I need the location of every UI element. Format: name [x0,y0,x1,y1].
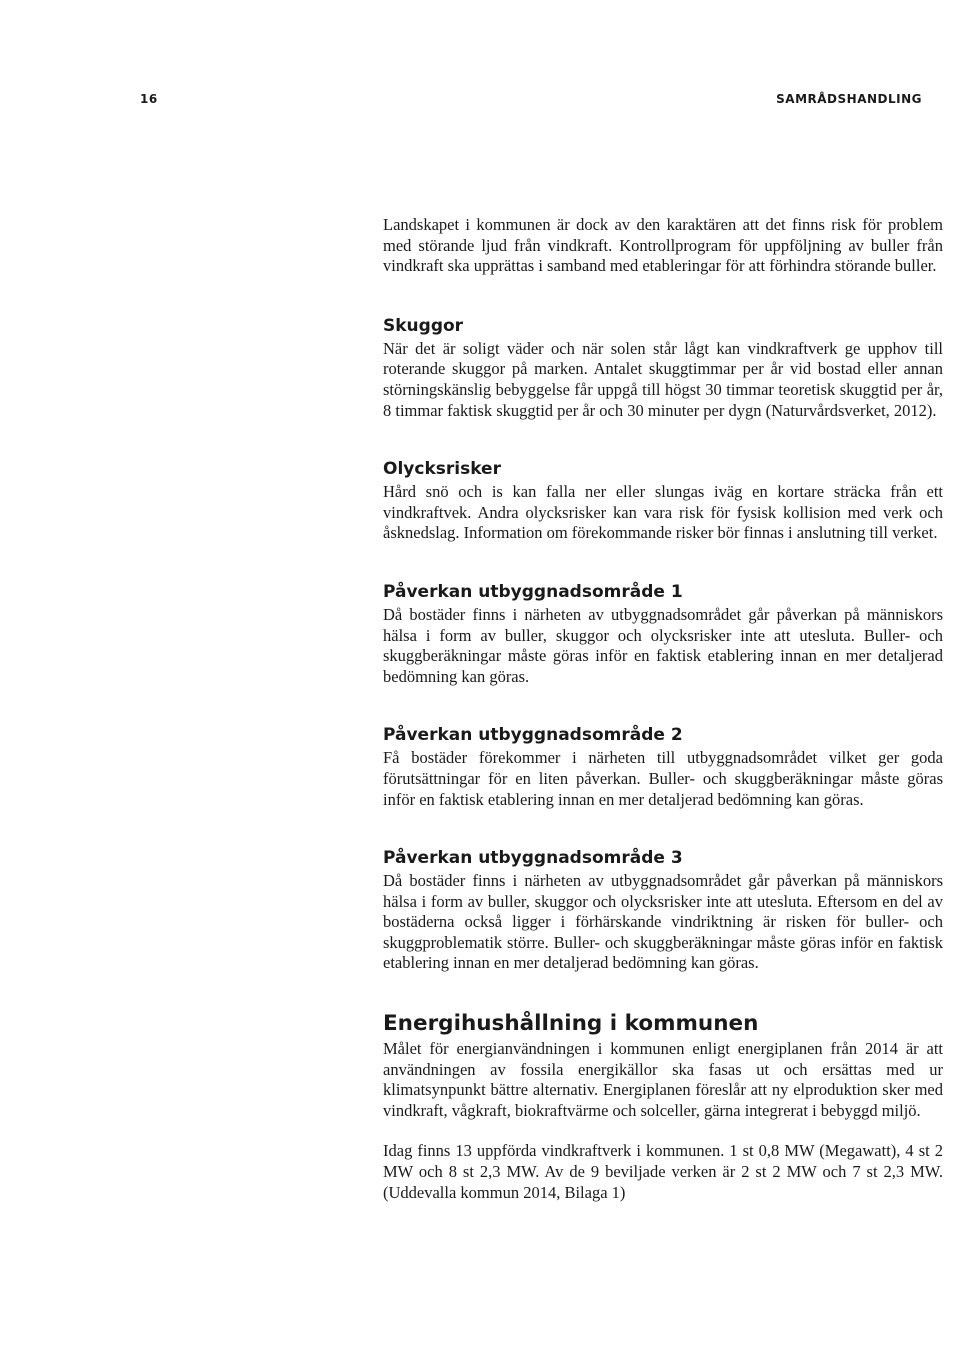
heading-paverkan-3: Påverkan utbyggnadsområde 3 [383,848,683,869]
olycksrisker-paragraph: Hård snö och is kan falla ner eller slungas iväg en kortare sträcka från ett vindkraftvek. Andra olycksrisker kan vara risk för fysisk kollision med verk och åsknedslag. Information om förekommande risker bör finnas i anslutning till verket. [383,482,943,543]
page-number: 16 [140,92,158,106]
section-paverkan-2 [383,724,943,810]
heading-paverkan-1: Påverkan utbyggnadsområde 1 [383,581,683,602]
heading-skuggor: Skuggor [383,315,464,336]
paverkan-1-paragraph: Då bostäder finns i närheten av utbyggnadsområdet går påverkan på människors hälsa i form av buller, skuggor och olycksrisker inte att utesluta. Buller- och skuggberäkningar måste göras inför en faktisk etablering innan en mer detaljerad bedömning kan göras. [383,604,943,686]
section-olycksrisker [383,458,943,544]
paverkan-3-paragraph: Då bostäder finns i närheten av utbyggnadsområdet går påverkan på människors hälsa i form av buller, skuggor och olycksrisker inte att utesluta. Eftersom en del av bostäderna också ligger i förhärskande vindriktning är risken för buller- och skuggproblematik större. Buller- och skuggberäkningar måste göras inför en faktisk etablering innan en mer detaljerad bedömning kan göras. [383,871,943,973]
section-intro [383,215,943,277]
heading-olycksrisker: Olycksrisker [383,459,501,480]
skuggor-paragraph: När det är soligt väder och när solen står lågt kan vindkraftverk ge upphov till roterande skuggor på marken. Antalet skuggtimmar per år vid bostad eller annan störningskänslig bebyggelse får uppgå till högst 30 timmar teoretisk skuggtid per år, 8 timmar faktisk skuggtid per år och 30 minuter per dygn (Naturvårdsverket, 2012). [383,338,943,420]
section-energihushallning [383,1011,943,1203]
heading-energihushallning: Energihushållning i kommunen [383,1011,759,1037]
running-header: SAMRÅDSHANDLING [776,92,922,106]
section-paverkan-3 [383,847,943,974]
section-skuggor [383,315,943,421]
section-paverkan-1 [383,581,943,687]
paverkan-2-paragraph: Få bostäder förekommer i närheten till utbyggnadsområdet vilket ger goda förutsättningar för en liten påverkan. Buller- och skuggberäkningar måste göras inför en faktisk etablering innan en mer detaljerad bedömning kan göras. [383,748,943,809]
energi-paragraph-2: Idag finns 13 uppförda vindkraftverk i kommunen. 1 st 0,8 MW (Megawatt), 4 st 2 MW och 8 st 2,3 MW. Av de 9 beviljade verken är 2 st 2 MW och 7 st 2,3 MW. (Uddevalla kommun 2014, Bilaga 1) [383,1141,943,1202]
intro-paragraph: Landskapet i kommunen är dock av den karaktären att det finns risk för problem med störande ljud från vindkraft. Kontrollprogram för uppföljning av buller från vindkraft ska upprättas i samband med etableringar för att förhindra störande buller. [383,215,943,276]
main-content [383,215,943,1203]
energi-paragraph-1: Målet för energianvändningen i kommunen enligt energiplanen från 2014 är att användningen av fossila energikällor ska fasas ut och ersättas med ur klimatsynpunkt bättre alternativ. Energiplanen föreslår att ny elproduktion sker med vindkraft, vågkraft, biokraftvärme och solceller, gärna integrerat i bebyggd miljö. [383,1039,943,1120]
heading-paverkan-2: Påverkan utbyggnadsområde 2 [383,725,683,746]
